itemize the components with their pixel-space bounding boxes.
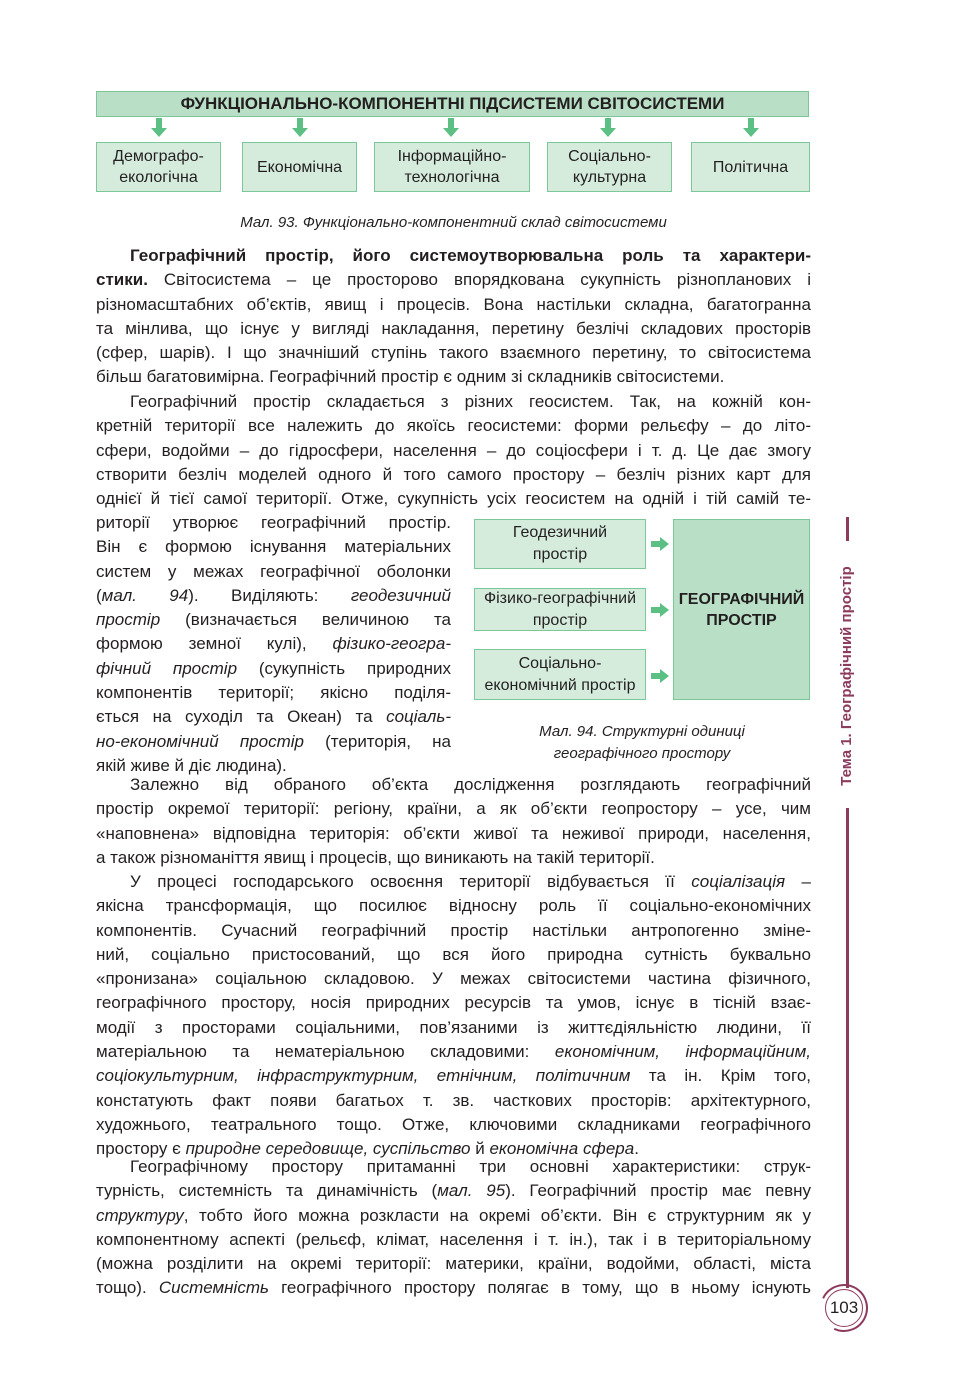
text-line: Географічний простір складається з різних геосистем. Так, на кожній кон-: [130, 392, 811, 411]
subsystem-label: Інформаційно-: [397, 148, 507, 165]
paragraph: [96, 773, 811, 870]
paragraph: [96, 244, 811, 390]
subsystem-box: [242, 142, 357, 192]
text-line: кретній території все належить до якоїсь геосистеми: форми рельєфу – до літо-: [96, 416, 811, 436]
fig93-header: ФУНКЦІОНАЛЬНО-КОМПОНЕНТНІ ПІДСИСТЕМИ СВІТОСИСТЕМИ: [96, 91, 809, 117]
page-number: 103: [825, 1289, 863, 1327]
text-line: художнього, театрального тощо. Отже, ключовими складниками географічного: [96, 1114, 811, 1134]
text-line: (можна розділити на окремі території: материки, країни, водойми, області, міста: [96, 1254, 811, 1274]
text-line: структуру, тобто його можна розкласти на окремі об’єкти. Він є структурним як у: [96, 1205, 811, 1225]
text-line: соціокультурним, інфраструктурним, етнічним, політичним та ін. Крім того,: [96, 1066, 811, 1086]
subsystem-box: [547, 142, 672, 192]
text-line: простору є природне середовище, суспільство й економічна сфера.: [96, 1139, 639, 1159]
text-line: турність, системність та динамічність (мал. 95). Географічний простір має певну: [96, 1181, 811, 1201]
arrow-right-icon: [651, 537, 669, 551]
text-line: простір (визначається величиною та: [96, 610, 451, 630]
subsystem-box: [691, 142, 810, 192]
text-line: матеріальною та нематеріальною складовими: економічним, інформаційним,: [96, 1042, 811, 1062]
text-line: У процесі господарського освоєння території відбувається її соціалізація –: [130, 872, 812, 891]
text-line: (мал. 94). Виділяють: геодезичний: [96, 585, 451, 605]
text-line: ний, соціально пристосований, що вся його природна сутність буквально: [96, 944, 811, 964]
text-line: (сфер, шарів). І що значніший ступінь такого взаємного перетину, то світосистема: [96, 343, 811, 363]
paragraph: [96, 1155, 811, 1301]
paragraph: [96, 870, 811, 1162]
paragraph-column: [96, 511, 451, 778]
subsystem-label: Політична: [712, 158, 789, 176]
text-line: тощо). Системність географічного простору полягає в тому, що в ньому існують: [96, 1278, 811, 1298]
subsystem-label: технологічна: [404, 169, 500, 186]
text-line: формою земної кулі), фізико-геогра-: [96, 634, 451, 654]
page-number-badge: [820, 1284, 868, 1332]
subsystem-label: культурна: [572, 169, 647, 186]
text-line: констатують факт появи багатьох т. зв. часткових просторів: архітектурного,: [96, 1090, 811, 1110]
subsystem-label: екологічна: [119, 169, 198, 186]
text-line: но-економічний простір (територія, на: [96, 731, 451, 751]
arrow-right-icon: [651, 603, 669, 617]
side-rule: [846, 808, 849, 1288]
text-line: компонентів території; якісно поділя-: [96, 683, 451, 703]
text-line: фічний простір (сукупність природних: [96, 658, 451, 678]
text-line: модії з просторами соціальними, пов’язаними із життєдіяльністю людини, її: [96, 1017, 811, 1037]
text-line: сфери, водойми – до гідросфери, населення – до соціосфери і т. д. Це дає змогу: [96, 440, 811, 460]
text-line: а також різноманіття явищ і процесів, що виникають на такій території.: [96, 847, 655, 867]
text-line: якій живе й діє людина).: [96, 755, 287, 775]
arrow-down-icon: [292, 118, 308, 138]
text-line: Залежно від обраного об’єкта дослідження розглядають географічний: [130, 775, 811, 794]
arrow-down-icon: [151, 118, 167, 138]
subsystem-box: [96, 142, 221, 192]
text-line: та мінлива, що існує у вигляді накладання, перетину безлічі складових просторів: [96, 318, 811, 338]
text-line: створити безліч моделей одного й того самого простору – безліч різних карт для: [96, 464, 811, 484]
subsystem-box: [374, 142, 530, 192]
subsystem-label: Економічна: [256, 158, 343, 176]
text-line: більш багатовимірна. Географічний простір є одним зі складників світосистеми.: [96, 367, 725, 387]
text-line: простір окремої території: регіону, країни, а як об’єкти геопростору – усе, чим: [96, 799, 811, 819]
text-line: «наповнена» відповідна територія: об’єкти живої та неживої природи, населення,: [96, 823, 811, 843]
text-line: ється на суходіл та Океан) та соціаль-: [96, 707, 451, 727]
arrow-right-icon: [651, 669, 669, 683]
text-line: стики. Світосистема – це просторово впорядкована сукупність різнопланових і: [96, 270, 811, 290]
text-line: систем у межах географічної оболонки: [96, 561, 451, 581]
text-line: різномасштабних об’єктів, явищ і процесів. Вона настільки складна, багатогранна: [96, 294, 811, 314]
geographic-space-box: ГЕОГРАФІЧНИЙ ПРОСТІР: [673, 519, 810, 700]
space-unit-box: Фізико-географічний простір: [474, 588, 646, 631]
text-line: географічного простору, носія природних ресурсів та умов, існує в тісній взає-: [96, 993, 811, 1013]
space-unit-box: Геодезичний простір: [474, 519, 646, 569]
paragraph: [96, 390, 811, 511]
space-unit-box: Соціально- економічний простір: [474, 649, 646, 700]
text-line: компонентів. Сучасний географічний простір настільки антропогенно зміне-: [96, 920, 811, 940]
text-line: якісна трансформація, що посилює відносну роль її соціально-економічних: [96, 896, 811, 916]
arrow-down-icon: [443, 118, 459, 138]
text-line: компонентному аспекті (рельєф, клімат, населення і т. ін.), так і в територіальному: [96, 1229, 811, 1249]
text-line: риторії утворює географічний простір.: [96, 513, 451, 532]
subsystem-label: Демографо-: [113, 148, 204, 165]
arrow-down-icon: [600, 118, 616, 138]
text-line: «пронизана» соціальною складовою. У межах світосистеми частина фізичного,: [96, 969, 811, 989]
figure-caption: Мал. 94. Структурні одиниці географічного простору: [539, 723, 745, 762]
text-line: Географічний простір, його системоутворювальна роль та характери-: [130, 246, 811, 265]
figure-caption: Мал. 93. Функціонально-компонентний склад світосистеми: [240, 214, 667, 231]
text-line: Географічному простору притаманні три основні характеристики: струк-: [130, 1157, 811, 1176]
arrow-down-icon: [743, 118, 759, 138]
text-line: Він є формою існування матеріальних: [96, 537, 451, 557]
text-line: однієї й тієї самої території. Отже, сукупність усіх геосистем на одній і тій самій те-: [96, 489, 811, 509]
subsystem-label: Соціально-: [568, 148, 651, 165]
side-rule: [846, 517, 849, 541]
